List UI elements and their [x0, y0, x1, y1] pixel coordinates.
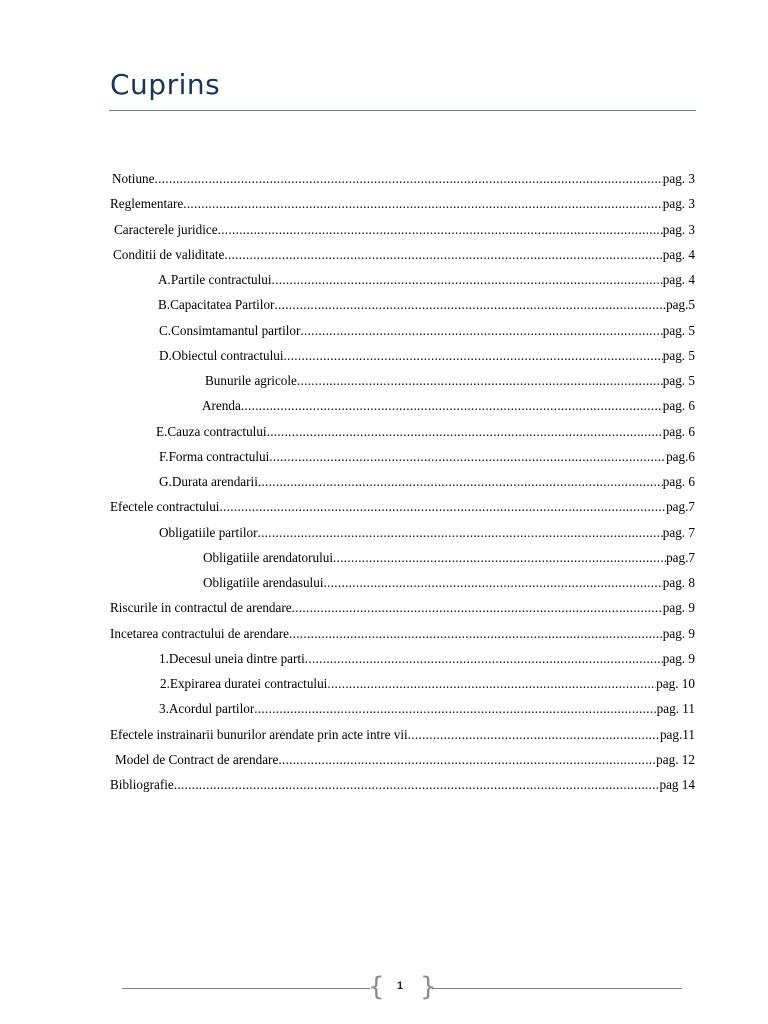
toc-entry-page: pag. 4	[662, 247, 695, 262]
toc-entry-page: pag.5	[666, 297, 695, 312]
toc-entry	[159, 472, 695, 492]
toc-entry-label: Efectele contractului	[110, 499, 220, 514]
toc-entry-label: Model de Contract de arendare	[115, 752, 279, 767]
toc-dot-leader	[267, 422, 663, 442]
toc-entry	[114, 220, 695, 240]
toc-entry-label: Reglementare	[110, 196, 184, 211]
toc-dot-leader	[241, 396, 663, 416]
toc-entry-label: Obligatiile arendasului	[203, 575, 324, 590]
toc-entry-page: pag. 9	[662, 651, 695, 666]
toc-entry-label: B.Capacitatea Partilor	[158, 297, 275, 312]
toc-entry-page: pag. 5	[662, 323, 695, 338]
toc-dot-leader	[272, 270, 663, 290]
toc-dot-leader	[218, 220, 663, 240]
toc-entry-label: 1.Decesul uneia dintre parti	[159, 651, 305, 666]
toc-entry-page: pag.6	[666, 449, 695, 464]
toc-entry	[158, 270, 695, 290]
toc-dot-leader	[300, 321, 662, 341]
toc-entry-label: E.Cauza contractului	[156, 424, 267, 439]
toc-entry-label: Caracterele juridice	[114, 222, 218, 237]
toc-dot-leader	[155, 169, 663, 189]
toc-dot-leader	[327, 674, 656, 694]
toc-dot-leader	[174, 775, 660, 795]
toc-entry-page: pag. 7	[662, 525, 695, 540]
toc-entry	[159, 321, 695, 341]
toc-dot-leader	[269, 447, 666, 467]
toc-dot-leader	[292, 598, 663, 618]
toc-entry-page: pag. 10	[656, 676, 695, 691]
toc-entry	[115, 750, 695, 770]
toc-entry-page: pag. 6	[662, 424, 695, 439]
toc-entry-page: pag. 5	[662, 348, 695, 363]
toc-dot-leader	[274, 295, 666, 315]
toc-entry	[158, 295, 695, 315]
toc-entry-page: pag. 3	[662, 222, 695, 237]
toc-entry	[113, 245, 695, 265]
toc-entry	[159, 447, 695, 467]
toc-dot-leader	[258, 472, 663, 492]
page-number: 1	[396, 980, 404, 992]
toc-entry-page: pag. 5	[662, 373, 695, 388]
toc-dot-leader	[289, 624, 663, 644]
footer-right-bracket-icon: }	[420, 972, 437, 1002]
toc-dot-leader	[219, 497, 666, 517]
toc-entry-label: C.Consimtamantul partilor	[159, 323, 301, 338]
toc-entry	[160, 674, 695, 694]
toc-entry-label: 3.Acordul partilor	[159, 701, 255, 716]
toc-entry-page: pag. 8	[662, 575, 695, 590]
toc-entry-label: Arenda	[202, 398, 241, 413]
toc-dot-leader	[305, 649, 663, 669]
toc-dot-leader	[333, 548, 666, 568]
toc-entry	[159, 346, 695, 366]
toc-entry	[110, 624, 695, 644]
toc-entry	[110, 725, 695, 745]
toc-entry	[202, 396, 695, 416]
title-underline	[109, 110, 696, 111]
toc-entry	[110, 194, 695, 214]
toc-dot-leader	[284, 346, 663, 366]
footer-left-bracket-icon: {	[368, 972, 385, 1002]
toc-dot-leader	[254, 699, 656, 719]
toc-entry	[110, 598, 695, 618]
toc-entry-label: Riscurile in contractul de arendare	[110, 600, 292, 615]
toc-entry-label: G.Durata arendarii	[159, 474, 258, 489]
toc-entry	[110, 775, 695, 795]
toc-entry-page: pag. 6	[662, 474, 695, 489]
toc-entry-label: Obligatiile partilor	[159, 525, 258, 540]
toc-entry	[159, 699, 695, 719]
toc-dot-leader	[408, 725, 660, 745]
toc-dot-leader	[297, 371, 663, 391]
toc-entry-page: pag. 9	[662, 600, 695, 615]
toc-dot-leader	[278, 750, 656, 770]
toc-entry	[112, 169, 695, 189]
toc-entry-page: pag.7	[666, 550, 695, 565]
toc-entry-page: pag. 4	[662, 272, 695, 287]
toc-entry-page: pag. 6	[662, 398, 695, 413]
page-title: Cuprins	[110, 68, 221, 101]
toc-dot-leader	[323, 573, 662, 593]
toc-entry-label: Bunurile agricole	[205, 373, 297, 388]
toc-entry-label: 2.Expirarea duratei contractului	[160, 676, 328, 691]
toc-entry-page: pag. 9	[662, 626, 695, 641]
toc-entry-label: Incetarea contractului de arendare	[110, 626, 290, 641]
toc-entry-page: pag 14	[659, 777, 695, 792]
toc-entry-label: Efectele instrainarii bunurilor arendate prin acte intre vii	[110, 727, 408, 742]
toc-entry	[203, 573, 695, 593]
toc-entry	[159, 523, 695, 543]
toc-entry	[203, 548, 695, 568]
toc-dot-leader	[258, 523, 663, 543]
toc-entry	[110, 497, 695, 517]
toc-entry-label: A.Partile contractului	[158, 272, 272, 287]
toc-entry-label: Conditii de validitate	[113, 247, 225, 262]
toc-entry	[159, 649, 695, 669]
toc-entry-label: Notiune	[112, 171, 155, 186]
toc-entry-label: D.Obiectul contractului	[159, 348, 284, 363]
toc-entry-page: pag. 3	[662, 171, 695, 186]
toc-entry	[156, 422, 695, 442]
toc-dot-leader	[224, 245, 662, 265]
toc-entry	[205, 371, 695, 391]
toc-entry-page: pag.11	[659, 727, 695, 742]
toc-entry-page: pag. 12	[656, 752, 695, 767]
toc-entry-page: pag.7	[666, 499, 695, 514]
toc-dot-leader	[183, 194, 663, 214]
toc-entry-label: Obligatiile arendatorului	[203, 550, 334, 565]
toc-entry-label: Bibliografie	[110, 777, 174, 792]
toc-entry-page: pag. 3	[662, 196, 695, 211]
toc-entry-label: F.Forma contractului	[159, 449, 270, 464]
toc-entry-page: pag. 11	[656, 701, 695, 716]
footer-rule-left	[122, 988, 370, 989]
footer-rule-right	[432, 988, 682, 989]
